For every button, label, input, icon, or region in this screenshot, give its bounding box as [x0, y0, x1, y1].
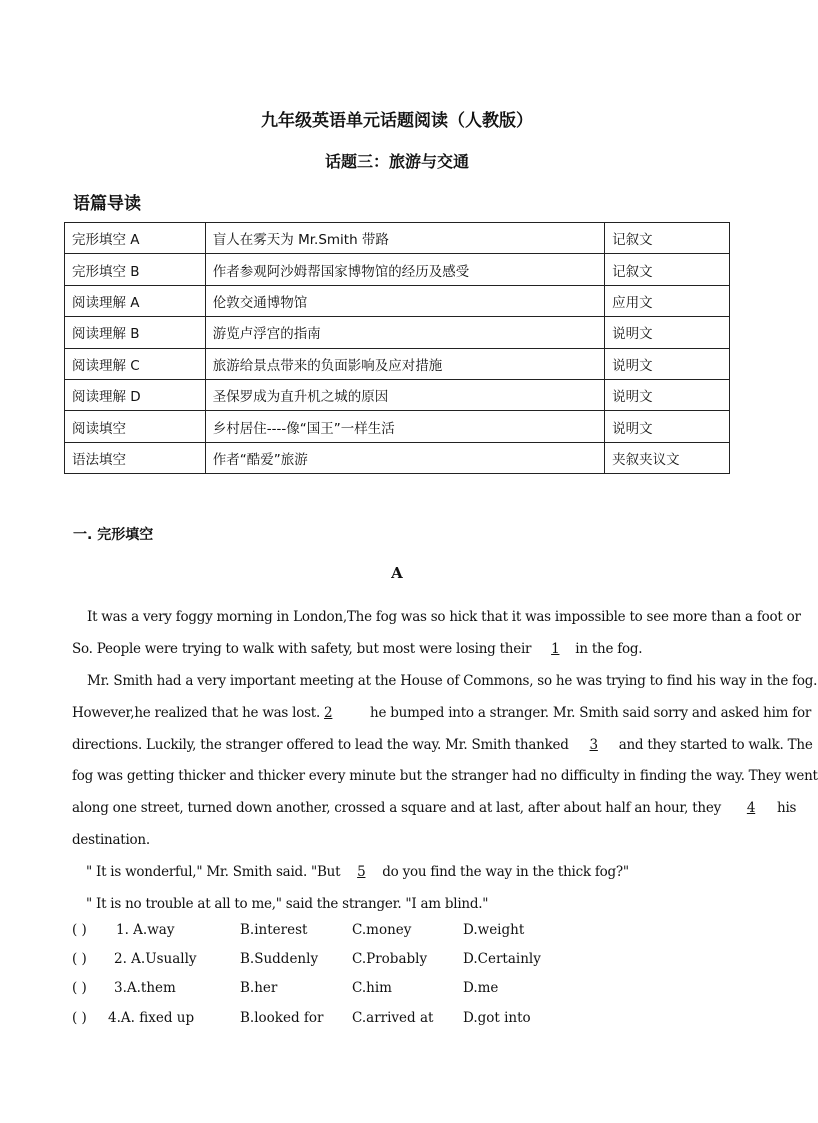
passage-text: in the fog.	[575, 641, 643, 657]
option-d: D.weight	[463, 922, 525, 938]
table-cell-summary: 作者参观阿沙姆帮国家博物馆的经历及感受	[205, 254, 604, 285]
question-row	[72, 951, 722, 969]
table-cell-genre: 说明文	[605, 411, 730, 442]
table-cell-summary: 作者“酷爱”旅游	[205, 442, 604, 473]
answer-parentheses[interactable]: ( )	[72, 951, 87, 967]
table-cell-genre: 记叙文	[605, 223, 730, 254]
option-d: D.me	[463, 980, 499, 996]
table-cell-summary: 伦敦交通博物馆	[205, 285, 604, 316]
table-cell-type: 阅读填空	[65, 411, 206, 442]
question-row	[72, 922, 722, 940]
passage-line: fog was getting thicker and thicker every minute but the stranger had no difficulty in finding the way. They went	[72, 768, 818, 784]
option-c: C.money	[352, 922, 412, 938]
table-cell-summary: 游览卢浮宫的指南	[205, 317, 604, 348]
option-b: B.her	[240, 980, 278, 996]
passage-line: " It is no trouble at all to me," said the stranger. "I am blind."	[86, 896, 489, 912]
table-row	[65, 317, 730, 348]
passage-line	[72, 737, 813, 753]
option-a: 1. A.way	[116, 922, 175, 938]
table-cell-type: 阅读理解 C	[65, 348, 206, 379]
table-cell-summary: 乡村居住----像“国王”一样生活	[205, 411, 604, 442]
table-cell-type: 完形填空 B	[65, 254, 206, 285]
passage-line: It was a very foggy morning in London,The fog was so hick that it was impossible to see more than a foot or	[87, 609, 801, 625]
passage-text: directions. Luckily, the stranger offered to lead the way. Mr. Smith thanked	[72, 737, 569, 753]
table-cell-genre: 说明文	[605, 379, 730, 410]
table-row	[65, 411, 730, 442]
table-cell-summary: 圣保罗成为直升机之城的原因	[205, 379, 604, 410]
document-subtitle: 话题三：旅游与交通	[324, 152, 469, 171]
passage-line: destination.	[72, 832, 150, 848]
table-row	[65, 442, 730, 473]
table-row	[65, 223, 730, 254]
passage-text: and they started to walk. The	[618, 737, 813, 753]
passage-line	[72, 705, 812, 721]
passage-text: " It is wonderful," Mr. Smith said. "But	[86, 864, 341, 880]
section-heading: 一. 完形填空	[73, 527, 154, 543]
passage-text: his	[777, 800, 797, 816]
passage-letter: A	[391, 564, 403, 582]
table-row	[65, 348, 730, 379]
table-cell-genre: 夹叙夹议文	[605, 442, 730, 473]
passage-text: he bumped into a stranger. Mr. Smith said sorry and asked him for	[370, 705, 812, 721]
answer-parentheses[interactable]: ( )	[72, 1010, 87, 1026]
table-cell-summary: 盲人在雾天为 Mr.Smith 带路	[205, 223, 604, 254]
table-row	[65, 379, 730, 410]
table-cell-genre: 说明文	[605, 317, 730, 348]
passage-line	[86, 864, 736, 880]
table-cell-genre: 应用文	[605, 285, 730, 316]
option-b: B.interest	[240, 922, 308, 938]
answer-blank-1[interactable]: 1	[551, 641, 560, 657]
document-title: 九年级英语单元话题阅读（人教版）	[261, 111, 533, 131]
table-cell-type: 阅读理解 B	[65, 317, 206, 348]
option-c: C.Probably	[352, 951, 428, 967]
option-b: B.looked for	[240, 1010, 324, 1026]
option-a: 2. A.Usually	[114, 951, 197, 967]
question-row	[72, 980, 722, 998]
passage-text: However,he realized that he was lost.	[72, 705, 320, 721]
table-row	[65, 285, 730, 316]
passage-line	[72, 800, 797, 816]
option-b: B.Suddenly	[240, 951, 319, 967]
table-cell-summary: 旅游给景点带来的负面影响及应对措施	[205, 348, 604, 379]
option-d: D.got into	[463, 1010, 531, 1026]
option-a: 4.A. fixed up	[108, 1010, 195, 1026]
passage-line	[72, 641, 722, 657]
answer-blank-3[interactable]: 3	[589, 737, 598, 753]
table-cell-type: 阅读理解 A	[65, 285, 206, 316]
passage-line: Mr. Smith had a very important meeting at the House of Commons, so he was trying to find his way in the fog.	[87, 673, 818, 689]
table-row	[65, 254, 730, 285]
answer-blank-4[interactable]: 4	[746, 800, 756, 816]
guide-table	[64, 222, 730, 474]
table-cell-type: 完形填空 A	[65, 223, 206, 254]
answer-blank-2[interactable]: 2	[324, 705, 333, 721]
passage-text: do you find the way in the thick fog?"	[382, 864, 629, 880]
option-d: D.Certainly	[463, 951, 541, 967]
answer-blank-5[interactable]: 5	[357, 864, 366, 880]
option-c: C.arrived at	[352, 1010, 434, 1026]
passage-text: along one street, turned down another, crossed a square and at last, after about half an hour, they	[72, 800, 721, 816]
table-cell-genre: 记叙文	[605, 254, 730, 285]
option-a: 3.A.them	[114, 980, 176, 996]
table-cell-genre: 说明文	[605, 348, 730, 379]
option-c: C.him	[352, 980, 392, 996]
answer-parentheses[interactable]: ( )	[72, 980, 87, 996]
guide-heading: 语篇导读	[73, 194, 141, 214]
passage-text: So. People were trying to walk with safety, but most were losing their	[72, 641, 532, 657]
table-cell-type: 阅读理解 D	[65, 379, 206, 410]
answer-parentheses[interactable]: ( )	[72, 922, 87, 938]
question-row	[72, 1010, 722, 1028]
table-cell-type: 语法填空	[65, 442, 206, 473]
